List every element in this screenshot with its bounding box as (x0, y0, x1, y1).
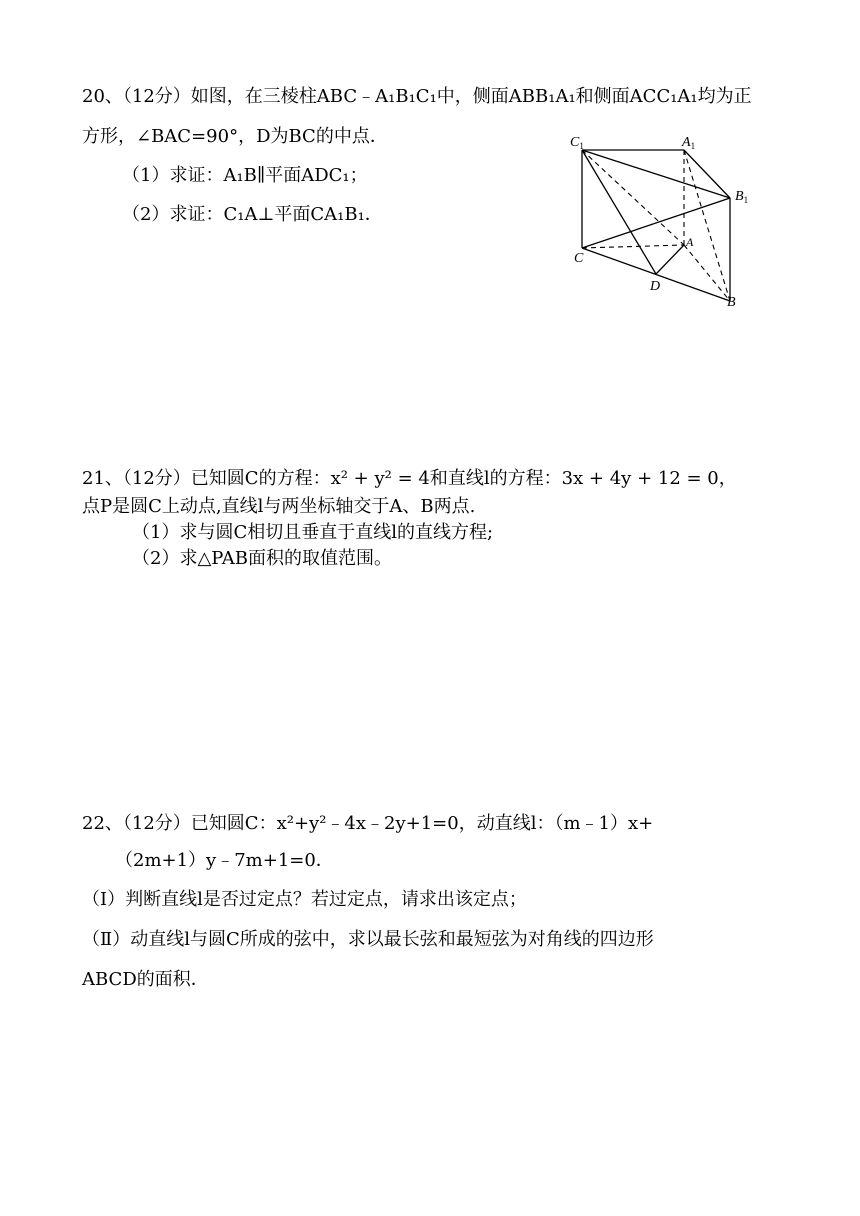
q21-line1: 21、（12分）已知圆C的方程：x² + y² = 4和直线l的方程：3x + 4y + 12 = 0， (82, 468, 737, 489)
q22-line2: （2m+1）y﹣7m+1=0． (115, 850, 334, 871)
q21-line2: 点P是圆C上动点,直线l与两坐标轴交于A、B两点. (82, 496, 476, 517)
q22-part2: （Ⅱ）动直线l与圆C所成的弦中，求以最长弦和最短弦为对角线的四边形 (82, 929, 654, 950)
q21-part2: （2）求△PAB面积的取值范围。 (132, 548, 392, 569)
label-C: C (574, 251, 584, 266)
label-D: D (650, 279, 661, 294)
q21-part1: （1）求与圆C相切且垂直于直线l的直线方程; (132, 522, 494, 543)
hidden-edge-CA (582, 245, 684, 248)
prism-figure (560, 128, 760, 318)
label-A: A (686, 235, 694, 249)
q22-part1: （Ⅰ）判断直线l是否过定点？若过定点，请求出该定点； (82, 889, 527, 910)
edge-CB1 (582, 198, 730, 248)
label-A1: $A_1$ (682, 135, 696, 151)
hidden-edge-A1B (684, 150, 730, 301)
label-C1: $C_1$ (570, 135, 584, 151)
q22-line-last: ABCD的面积． (82, 969, 209, 990)
q22-line1: 22、（12分）已知圆C：x²+y²﹣4x﹣2y+1=0，动直线l：（m﹣1）x+ (82, 813, 654, 834)
q20-part1: （1）求证：A₁B∥平面ADC₁； (122, 165, 368, 186)
label-B: B (727, 295, 736, 310)
q20-line1: 20、（12分）如图，在三棱柱ABC﹣A₁B₁C₁中，侧面ABB₁A₁和侧面ACC₁A₁均为正 (82, 86, 752, 107)
q20-part2: （2）求证：C₁A⊥平面CA₁B₁． (122, 204, 383, 225)
q20-line2: 方形，∠BAC=90°，D为BC的中点． (82, 126, 388, 147)
label-B1: $B_1$ (735, 189, 749, 205)
edge-DA (656, 245, 684, 274)
edge-C1D (582, 150, 656, 274)
